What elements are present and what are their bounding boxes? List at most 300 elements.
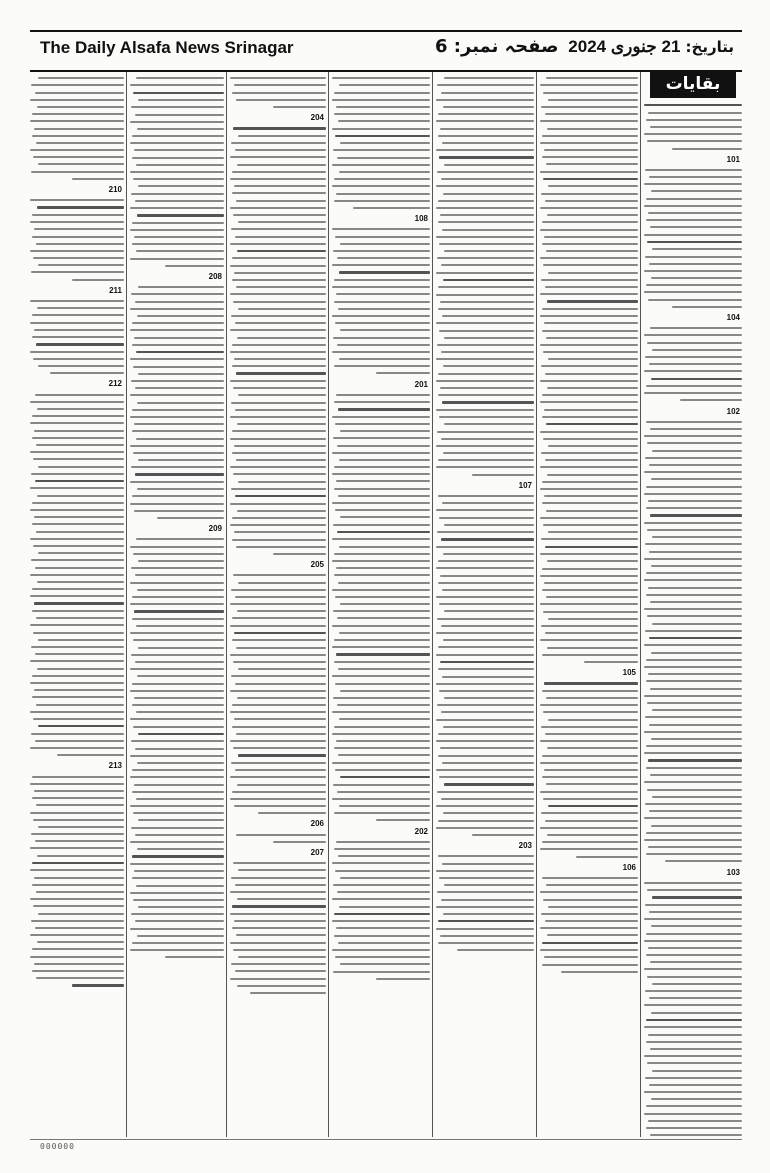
text-line [438,495,534,497]
text-line [335,509,430,511]
text-line [332,264,430,266]
text-line [441,178,534,180]
text-line [273,841,326,843]
text-line [437,257,534,259]
text-line [542,481,638,483]
text-line [333,697,430,699]
article-number: 204 [310,113,324,123]
text-line [646,385,742,387]
text-line [542,654,638,656]
text-line [645,904,742,906]
text-line [540,791,638,793]
text-line [35,567,124,569]
text-line [338,120,430,122]
text-line [543,178,638,180]
text-line [135,387,224,389]
text-line [230,329,326,331]
text-line [547,387,638,389]
text-line [339,358,430,360]
text-line [441,625,534,627]
text-line [137,488,224,490]
text-line [337,704,430,706]
text-line [547,560,638,562]
text-line [334,913,430,915]
text-line [647,1062,742,1064]
text-line [542,416,638,418]
text-line [334,113,430,115]
text-line [651,1012,742,1014]
text-line [332,164,430,166]
article-number: 210 [108,185,122,194]
text-line [544,322,638,324]
text-line [238,668,326,670]
text-line [130,718,224,720]
text-line [32,135,124,137]
article-number: 103 [726,867,740,877]
text-line [644,882,742,884]
text-line [334,574,430,576]
text-line [650,327,742,329]
text-line [340,776,430,778]
text-line [647,529,742,531]
text-line [31,271,124,273]
text-line [36,891,124,893]
text-line [644,435,742,437]
text-line [540,740,638,742]
text-line [652,623,742,625]
text-line [236,459,326,461]
text-line [338,942,430,944]
text-line [34,689,124,691]
text-line [648,587,742,589]
text-line [137,675,224,677]
text-line [540,553,638,555]
text-line [543,264,638,266]
text-line [138,733,224,735]
column-divider [328,72,329,1137]
text-line [334,747,430,749]
text-line [335,596,430,598]
article-number: 107 [518,480,532,490]
text-line [332,711,430,713]
text-line [236,546,326,548]
text-line [652,1070,742,1072]
text-line [644,968,742,970]
text-line [644,234,742,236]
text-line [230,798,326,800]
text-line [437,704,534,706]
text-line [644,781,742,783]
text-line [30,624,124,626]
text-line [232,617,326,619]
text-line [133,178,224,180]
text-line [72,279,124,281]
text-line [236,647,326,649]
article-number: 106 [622,862,636,872]
text-line [130,308,224,310]
text-line [232,517,326,519]
text-line [436,546,534,548]
text-line [646,853,742,855]
text-line [132,157,224,159]
text-line [34,430,124,432]
text-line [644,918,742,920]
text-line [340,430,430,432]
text-line [232,927,326,929]
text-line [546,337,638,339]
text-line [644,270,742,272]
text-line [438,755,534,757]
text-line [332,77,430,79]
text-line [332,589,430,591]
text-line [232,704,326,706]
text-line [444,337,534,339]
text-line [237,898,326,900]
text-line [133,899,224,901]
text-line [439,243,534,245]
text-line [31,171,124,173]
article-number: 212 [108,379,122,389]
text-line [132,942,224,944]
text-line [33,819,124,821]
text-line [647,789,742,791]
text-line [442,762,534,764]
text-line [31,473,124,475]
text-line [234,531,326,533]
text-line [647,889,742,891]
text-line [540,257,638,259]
text-line [30,847,124,849]
text-line [644,392,742,394]
text-line [644,731,742,733]
text-line [131,293,224,295]
text-line [542,755,638,757]
text-line [137,128,224,130]
text-line [234,358,326,360]
text-line [442,142,534,144]
text-line [542,841,638,843]
text-line [457,949,534,951]
text-line [439,156,534,158]
text-line [646,219,742,221]
text-line [136,77,224,79]
text-line [542,589,638,591]
text-line [442,401,534,403]
text-line [36,243,124,245]
text-line [647,702,742,704]
text-line [333,250,430,252]
text-line [132,344,224,346]
text-line [137,762,224,764]
text-line [339,84,430,86]
text-line [33,718,124,720]
text-line [436,596,534,598]
text-line [644,493,742,495]
text-line [235,884,326,886]
text-line [652,450,742,452]
text-line [644,608,742,610]
text-line [135,473,224,475]
text-line [134,697,224,699]
text-line [544,409,638,411]
text-line [30,934,124,936]
column-2 [540,72,638,1137]
text-line [644,1026,742,1028]
text-line [32,523,124,525]
text-line [334,812,430,814]
text-line [230,438,326,440]
text-line [540,891,638,893]
text-line [540,120,638,122]
text-line [443,279,534,281]
text-line [645,630,742,632]
text-line [35,740,124,742]
text-line [237,610,326,612]
text-line [130,582,224,584]
text-line [231,315,326,317]
text-line [437,171,534,173]
text-line [561,971,638,973]
text-line [436,805,534,807]
text-line [644,644,742,646]
text-line [33,458,124,460]
text-line [230,351,326,353]
text-line [540,517,638,519]
text-line [135,574,224,576]
text-line [230,207,326,209]
text-line [135,920,224,922]
text-line [30,682,124,684]
text-line [137,935,224,937]
text-line [442,676,534,678]
text-line [339,805,430,807]
text-line [376,819,430,821]
article-number: 205 [310,560,324,570]
text-line [230,740,326,742]
text-line [332,502,430,504]
text-line [334,639,430,641]
text-line [439,330,534,332]
text-line [438,855,534,857]
text-line [541,193,638,195]
text-line [30,451,124,453]
text-line [334,935,430,937]
text-line [338,855,430,857]
text-line [436,654,534,656]
text-line [32,948,124,950]
text-line [135,301,224,303]
article-number: 202 [414,826,428,836]
text-line [542,394,638,396]
date-value: 21 جنوری 2024 [568,37,681,56]
text-line [544,236,638,238]
text-line [648,1120,742,1122]
issue-date [568,37,734,57]
text-line [30,783,124,785]
text-line [437,618,534,620]
text-line [542,568,638,570]
column-7 [30,72,124,1137]
text-line [644,1055,742,1057]
text-line [138,819,224,821]
text-line [651,277,742,279]
text-line [133,812,224,814]
text-line [50,372,124,374]
text-line [443,639,534,641]
text-line [335,956,430,958]
text-line [646,421,742,423]
text-line [230,603,326,605]
text-line [232,365,326,367]
text-line [30,99,124,101]
text-line [237,697,326,699]
text-line [232,279,326,281]
text-line [32,862,124,864]
text-line [649,1084,742,1086]
text-line [547,747,638,749]
text-line [546,596,638,598]
text-line [230,156,326,158]
text-line [136,438,224,440]
text-line [546,783,638,785]
text-line [230,891,326,893]
text-line [442,589,534,591]
column-body [436,77,534,951]
text-line [644,579,742,581]
text-line [233,661,326,663]
text-line [646,954,742,956]
text-line [645,543,742,545]
text-line [136,538,224,540]
text-line [234,84,326,86]
text-line [130,603,224,605]
text-line [338,408,430,410]
text-line [646,572,742,574]
text-line [646,659,742,661]
text-line [644,817,742,819]
text-line [238,394,326,396]
text-line [645,1077,742,1079]
text-line [438,135,534,137]
text-line [132,322,224,324]
text-line [334,301,430,303]
text-line [238,481,326,483]
text-line [545,920,638,922]
text-line [339,171,430,173]
text-line [644,666,742,668]
column-divider [226,72,227,1137]
text-line [548,805,638,807]
text-line [649,176,742,178]
text-line [230,978,326,980]
text-line [546,423,638,425]
text-line [644,1091,742,1093]
text-line [131,193,224,195]
text-line [437,531,534,533]
text-line [443,365,534,367]
text-line [339,459,430,461]
text-line [130,207,224,209]
text-line [31,920,124,922]
text-line [133,726,224,728]
article-number: 211 [109,285,122,295]
text-line [36,343,124,345]
text-line [37,495,124,497]
text-line [37,855,124,857]
column-body [230,77,326,994]
text-line [238,135,326,137]
text-line [544,769,638,771]
text-line [338,754,430,756]
text-line [130,481,224,483]
text-line [542,942,638,944]
text-line [647,342,742,344]
text-line [436,120,534,122]
text-line [232,539,326,541]
text-line [273,106,326,108]
text-line [444,250,534,252]
text-line [544,149,638,151]
text-line [130,776,224,778]
text-line [546,510,638,512]
text-line [650,126,742,128]
text-line [444,884,534,886]
text-line [30,898,124,900]
text-line [443,452,534,454]
text-line [332,675,430,677]
article-number: 206 [310,819,324,829]
text-line [33,905,124,907]
text-line [340,142,430,144]
text-line [646,933,742,935]
text-line [238,956,326,958]
text-line [334,466,430,468]
text-line [438,373,534,375]
text-line [644,1004,742,1006]
text-line [443,106,534,108]
text-line [233,747,326,749]
text-line [236,372,326,374]
text-line [30,747,124,749]
text-line [232,192,326,194]
text-line [548,358,638,360]
text-line [230,265,326,267]
text-line [540,380,638,382]
text-line [230,466,326,468]
text-line [665,860,742,862]
text-line [545,820,638,822]
column-divider [432,72,433,1137]
text-line [30,351,124,353]
text-line [646,198,742,200]
text-line [132,430,224,432]
article-number: 207 [310,848,324,858]
text-line [334,178,430,180]
text-line [442,229,534,231]
text-line [130,84,224,86]
text-line [336,841,430,843]
text-line [548,906,638,908]
text-line [338,308,430,310]
text-line [339,906,430,908]
text-line [37,106,124,108]
text-line [650,601,742,603]
text-line [30,322,124,324]
text-line [645,990,742,992]
text-line [130,171,224,173]
text-line [541,812,638,814]
text-line [339,271,430,273]
